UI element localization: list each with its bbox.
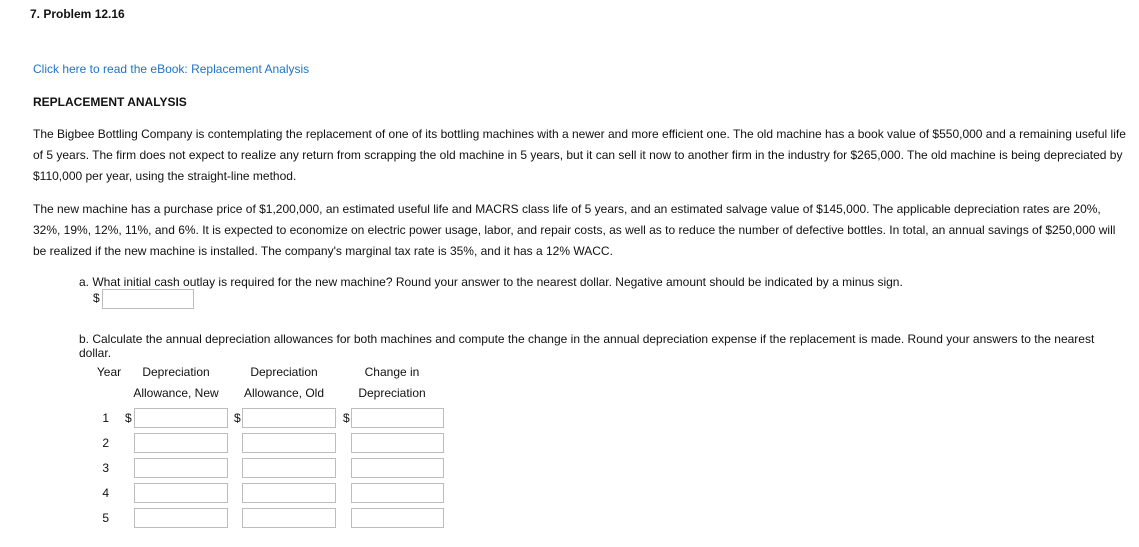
initial-cash-outlay-input[interactable] bbox=[102, 289, 194, 309]
old-allowance-input-year-4[interactable] bbox=[242, 483, 336, 503]
section-heading: REPLACEMENT ANALYSIS bbox=[33, 95, 187, 109]
year-label: 5 bbox=[102, 511, 109, 525]
old-allowance-input-year-2[interactable] bbox=[242, 433, 336, 453]
problem-paragraph-1: The Bigbee Bottling Company is contemplating the replacement of one of its bottling machines with a newer and more efficient one. The old machine has a book value of $550,000 and a remaining useful life of 5 years. The firm does not expect to realize any return from scrapping the old machine in 5 years, but it can sell it now to another firm in the industry for $265,000. The old machine is being depreciated by $110,000 per year, using the straight-line method. bbox=[33, 127, 1126, 183]
dollar-sign: $ bbox=[343, 411, 350, 425]
year-column-header: Year bbox=[96, 365, 122, 379]
question-a-text: a. What initial cash outlay is required for the new machine? Round your answer to the nearest dollar. Negative amount should be indicated by a minus sign. bbox=[79, 275, 903, 289]
change-input-year-5[interactable] bbox=[351, 508, 444, 528]
change-input-year-1[interactable] bbox=[351, 408, 444, 428]
question-a-dollar-sign: $ bbox=[93, 291, 100, 305]
new-allowance-header-line2: Allowance, New bbox=[133, 386, 219, 400]
question-b-text: b. Calculate the annual depreciation allowances for both machines and compute the change in the annual depreciation expense if the replacement is made. Round your answers to the nearest dollar. bbox=[79, 332, 1095, 360]
year-label: 4 bbox=[102, 486, 109, 500]
dollar-sign: $ bbox=[234, 411, 241, 425]
problem-paragraph-2: The new machine has a purchase price of $1,200,000, an estimated useful life and MACRS class life of 5 years, and an estimated salvage value of $145,000. The applicable depreciation rates are 20%, 32%, 19%, 12%, 11%, and 6%. It is expected to economize on electric power usage, labor, and repair costs, as well as to reduce the number of defective bottles. In total, an annual savings of $250,000 will be realized if the new machine is installed. The company's marginal tax rate is 35%, and it has a 12% WACC. bbox=[33, 202, 1116, 258]
old-allowance-input-year-3[interactable] bbox=[242, 458, 336, 478]
new-allowance-header-line1: Depreciation bbox=[142, 365, 210, 379]
ebook-link[interactable]: Click here to read the eBook: Replacement Analysis bbox=[33, 62, 310, 76]
old-allowance-header-line2: Allowance, Old bbox=[243, 386, 325, 400]
old-allowance-input-year-1[interactable] bbox=[242, 408, 336, 428]
year-label: 3 bbox=[102, 461, 109, 475]
change-input-year-4[interactable] bbox=[351, 483, 444, 503]
year-label: 1 bbox=[102, 411, 109, 425]
old-allowance-input-year-5[interactable] bbox=[242, 508, 336, 528]
old-allowance-header-line1: Depreciation bbox=[250, 365, 318, 379]
change-input-year-2[interactable] bbox=[351, 433, 444, 453]
problem-title: 7. Problem 12.16 bbox=[30, 7, 125, 21]
change-input-year-3[interactable] bbox=[351, 458, 444, 478]
change-header-line2: Depreciation bbox=[358, 386, 426, 400]
new-allowance-input-year-1[interactable] bbox=[134, 408, 228, 428]
change-header-line1: Change in bbox=[364, 365, 420, 379]
new-allowance-input-year-4[interactable] bbox=[134, 483, 228, 503]
new-allowance-input-year-2[interactable] bbox=[134, 433, 228, 453]
year-label: 2 bbox=[102, 436, 109, 450]
new-allowance-input-year-3[interactable] bbox=[134, 458, 228, 478]
dollar-sign: $ bbox=[125, 411, 132, 425]
new-allowance-input-year-5[interactable] bbox=[134, 508, 228, 528]
